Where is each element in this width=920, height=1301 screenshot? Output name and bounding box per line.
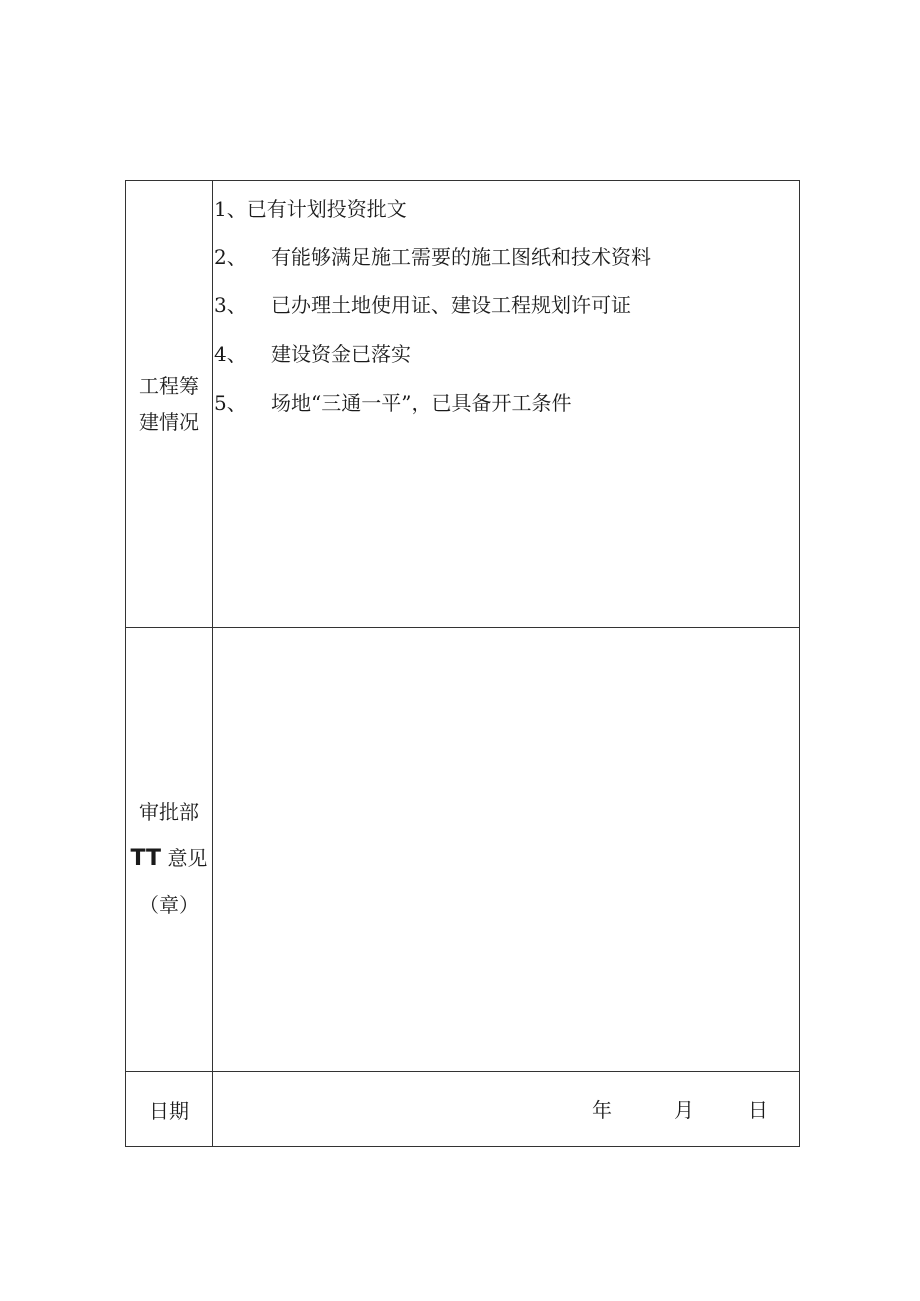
preparation-item-5 — [214, 389, 571, 417]
approval-label — [126, 789, 212, 928]
item-number: 3、 — [214, 293, 247, 317]
item-text: 场地“三通一平”，已具备开工条件 — [271, 391, 572, 415]
approval-dept-glyph: TT — [130, 846, 162, 871]
approval-label-line2 — [126, 835, 212, 882]
preparation-label — [126, 368, 212, 440]
date-year-label: 年 — [592, 1098, 612, 1122]
item-number: 2、 — [214, 245, 247, 269]
date-field[interactable] — [213, 1072, 799, 1146]
approval-opinion-field[interactable] — [213, 628, 799, 1071]
date-label: 日期 — [149, 1099, 189, 1123]
approval-label-rest: 意见 — [167, 846, 208, 870]
approval-form-table — [125, 180, 800, 1147]
preparation-item-3 — [214, 291, 631, 319]
preparation-item-1 — [214, 195, 407, 223]
item-text: 已办理土地使用证、建设工程规划许可证 — [271, 293, 631, 317]
item-number: 5、 — [214, 391, 247, 415]
item-number: 4、 — [214, 342, 247, 366]
item-text: 已有计划投资批文 — [246, 197, 407, 221]
approval-label-line1: 审批部 — [139, 800, 199, 824]
date-month-label: 月 — [674, 1098, 694, 1122]
preparation-label-line1: 工程筹 — [139, 374, 199, 398]
approval-label-line3: （章） — [139, 893, 199, 917]
preparation-label-line2: 建情况 — [139, 410, 199, 434]
item-text: 有能够满足施工需要的施工图纸和技术资料 — [271, 245, 651, 269]
preparation-item-4 — [214, 340, 411, 368]
item-number: 1、 — [214, 197, 247, 221]
date-day-label: 日 — [748, 1098, 768, 1122]
preparation-item-2 — [214, 243, 651, 271]
item-text: 建设资金已落实 — [271, 342, 411, 366]
